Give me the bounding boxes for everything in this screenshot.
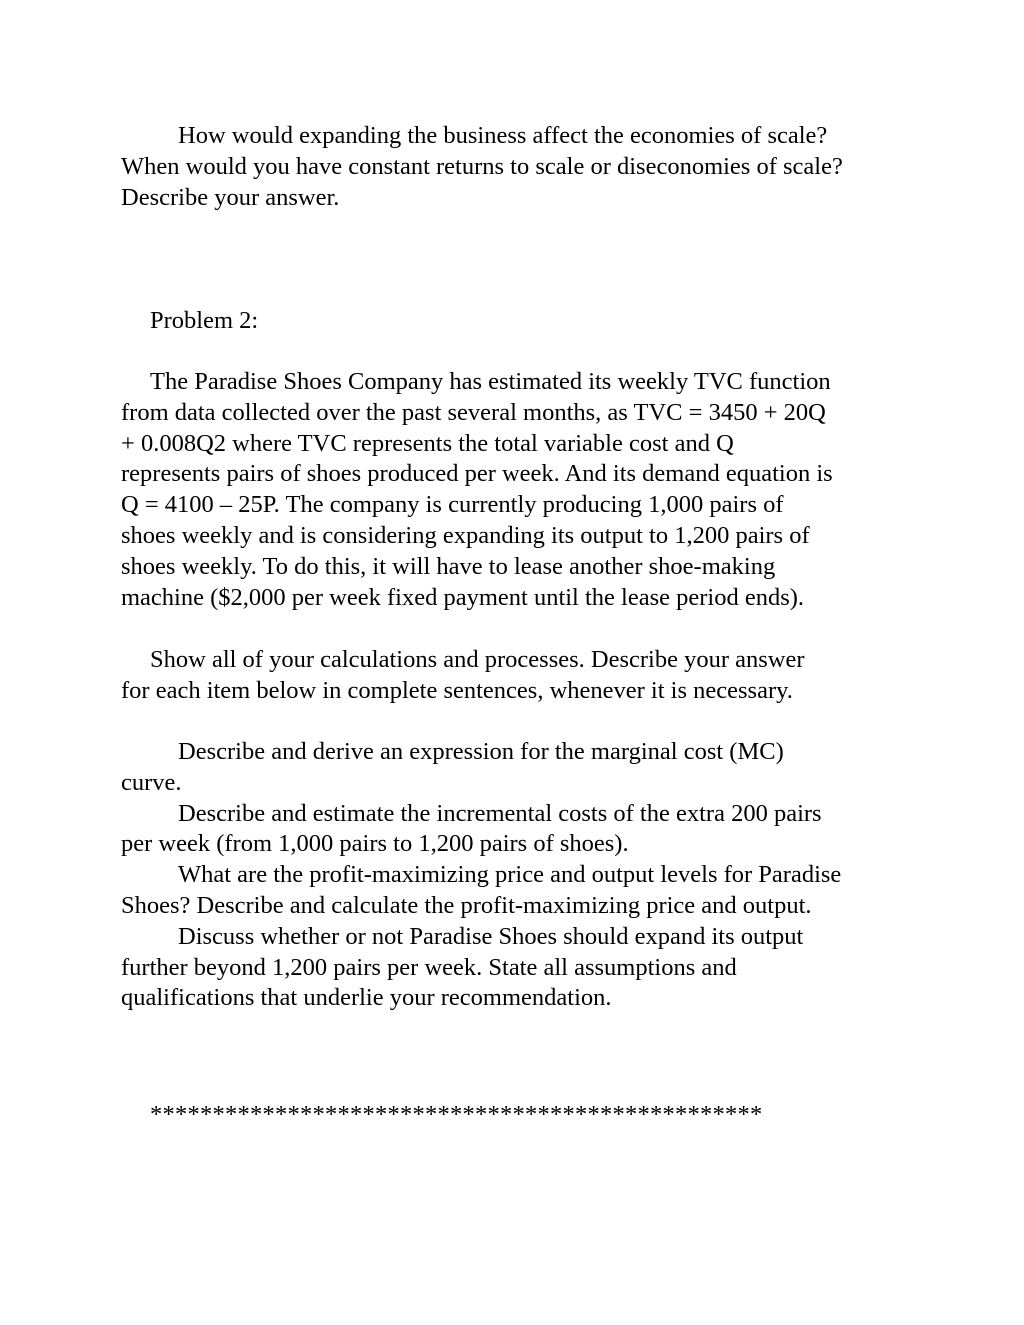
intro-line: How would expanding the business affect the economies of scale? [178, 122, 828, 149]
description-line: Q = 4100 – 25P. The company is currently producing 1,000 pairs of [121, 491, 784, 519]
problem-heading-text: Problem 2: [150, 307, 259, 334]
intro-line: Describe your answer. [121, 183, 340, 211]
question-line: per week (from 1,000 pairs to 1,200 pairs of shoes). [121, 830, 629, 858]
question-item-expansion [121, 922, 921, 1014]
description-line: machine ($2,000 per week fixed payment until the lease period ends). [121, 583, 805, 611]
question-line: curve. [121, 768, 182, 796]
description-line: from data collected over the past several months, as TVC = 3450 + 20Q [121, 398, 826, 426]
question-line: Shoes? Describe and calculate the profit-maximizing price and output. [121, 891, 812, 919]
instruction-line: for each item below in complete sentences, whenever it is necessary. [121, 676, 793, 704]
question-line: further beyond 1,200 pairs per week. State all assumptions and [121, 953, 737, 981]
question-line: Describe and estimate the incremental costs of the extra 200 pairs [178, 799, 822, 827]
question-line: Describe and derive an expression for the marginal cost (MC) [178, 738, 784, 765]
intro-paragraph [121, 121, 921, 213]
question-item-incremental-cost [121, 799, 921, 861]
description-line: shoes weekly. To do this, it will have to lease another shoe-making [121, 552, 776, 580]
question-list [121, 737, 921, 1014]
question-line: qualifications that underlie your recommendation. [121, 984, 612, 1012]
question-line: What are the profit-maximizing price and output levels for Paradise [178, 861, 842, 889]
problem-heading [121, 306, 921, 337]
description-line: shoes weekly and is considering expanding its output to 1,200 pairs of [121, 521, 810, 549]
question-line: Discuss whether or not Paradise Shoes should expand its output [178, 922, 804, 950]
question-item-mc [121, 737, 921, 799]
asterisk-separator: ************************************************* [150, 1101, 763, 1128]
instruction-line: Show all of your calculations and processes. Describe your answer [150, 646, 805, 673]
description-line: represents pairs of shoes produced per week. And its demand equation is [121, 460, 833, 488]
intro-line: When would you have constant returns to scale or diseconomies of scale? [121, 152, 843, 180]
question-item-profit-max [121, 860, 921, 922]
description-line: The Paradise Shoes Company has estimated its weekly TVC function [150, 368, 831, 395]
instructions-paragraph [121, 645, 921, 707]
description-line: + 0.008Q2 where TVC represents the total variable cost and Q [121, 429, 734, 457]
problem-description [121, 367, 921, 613]
